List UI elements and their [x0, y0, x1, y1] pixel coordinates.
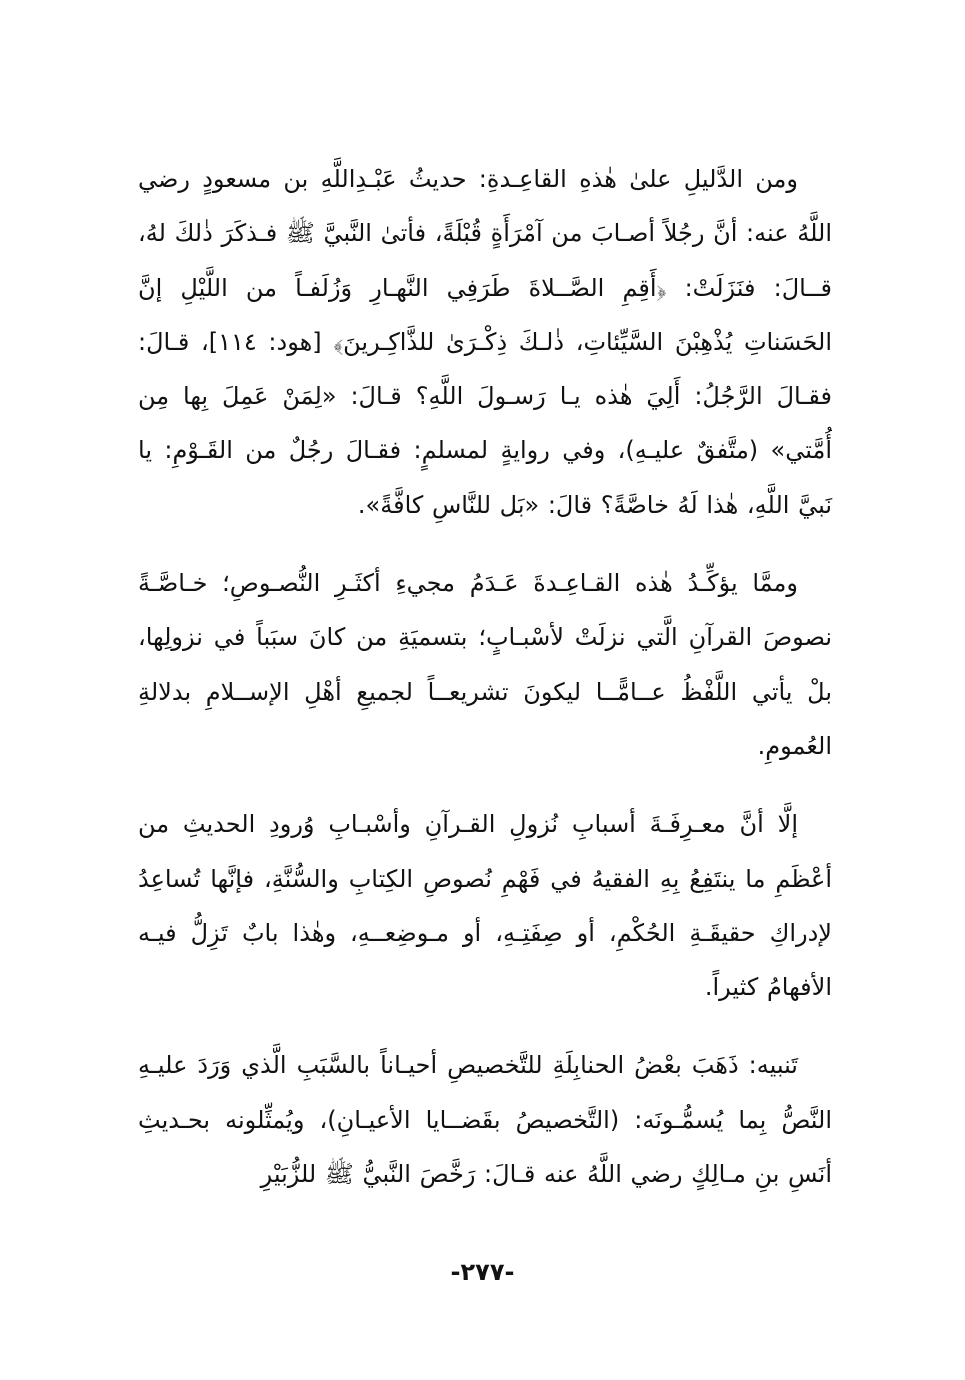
paragraph-note-hanabila: تَنبيه: ذَهَبَ بعْضُ الحنابِلَةِ للتَّخصيصِ أحيـاناً بالسَّبَبِ الَّذي وَرَدَ عليـهِ النَّصُّ بِما يُسمُّـونَه: (التَّخصيصُ بقَضــايا الأعيـانِ)، ويُمثِّلونه بحـديثِ أنَسِ بنِ مـالِكٍ رضي اللَّهُ عنه قـالَ: رَخَّصَ النَّبيُّ ﷺ للزُّبَيْرِ: [138, 1051, 832, 1189]
paragraph-evidence-hadith: ومن الدَّليلِ علىٰ هٰذهِ القاعِـدةِ: حديثُ عَبْـدِاللَّهِ بن مسعودٍ رضي اللَّهُ عنه: أنَّ رجُلاً أصـابَ من آمْرَأَةٍ قُبْلَةً، فأتىٰ النَّبيَّ ﷺ فـذكَرَ ذٰلكَ لهُ، قــالَ: فنَزَلَتْ: ﴿أَقِمِ الصَّــلاةَ طَرَفِي النَّهـارِ وَزُلَفـاً من اللَّيْلِ إنَّ الحَسَناتِ يُذْهِبْنَ السَّيِّئاتِ، ذٰلـكَ ذِكْـرَىٰ للذَّاكِـرينَ﴾ [هود: ١١٤]، قـالَ: فقـالَ الرَّجُلُ: أَلِيَ هٰذه يـا رَسـولَ اللَّهِ؟ قـالَ: «لِمَنْ عَمِلَ بِها مِن أُمَّتي» (متَّفقٌ عليـهِ)، وفي روايةٍ لمسلمٍ: فقـالَ رجُلٌ من القَـوْمِ: يا نَبيَّ اللَّهِ، هٰذا لَهُ خاصَّةً؟ قالَ: «بَل للنَّاسِ كافَّةً».: [138, 165, 832, 519]
page-body: [138, 152, 832, 1201]
paragraph-confirmation: وممَّا يؤكِّـدُ هٰذه القـاعِـدةَ عَـدَمُ مجيءِ أكثَـرِ النُّصـوصِ؛ خـاصَّـةً نصوصَ القرآنِ الَّتي نزلَتْ لأسْبـابٍ؛ بتسميَةِ من كانَ سبَباً في نزولِها، بلْ يأتي اللَّفْظُ عــامًّــا ليكونَ تشريعــاً لجميعِ أهْلِ الإســلامِ بدلالةِ العُمومِ.: [138, 569, 832, 760]
page-number: -٢٧٧-: [450, 1258, 515, 1286]
paragraph-asbab-importance: إلَّا أنَّ معـرِفَـةَ أسبابِ نُزولِ القـرآنِ وأسْبـابِ وُرودِ الحديثِ من أعْظَمِ ما ينتَفِعُ بِهِ الفقيهُ في فَهْمِ نُصوصِ الكِتابِ والسُّنَّةِ، فإنَّها تُساعِدُ لإدراكِ حقيقَـةِ الحُكْمِ، أو صِفَتِـهِ، أو مـوضِعــهِ، وهٰذا بابٌ تَزِلُّ فيـه الأفهامُ كثيراً.: [138, 810, 832, 1002]
